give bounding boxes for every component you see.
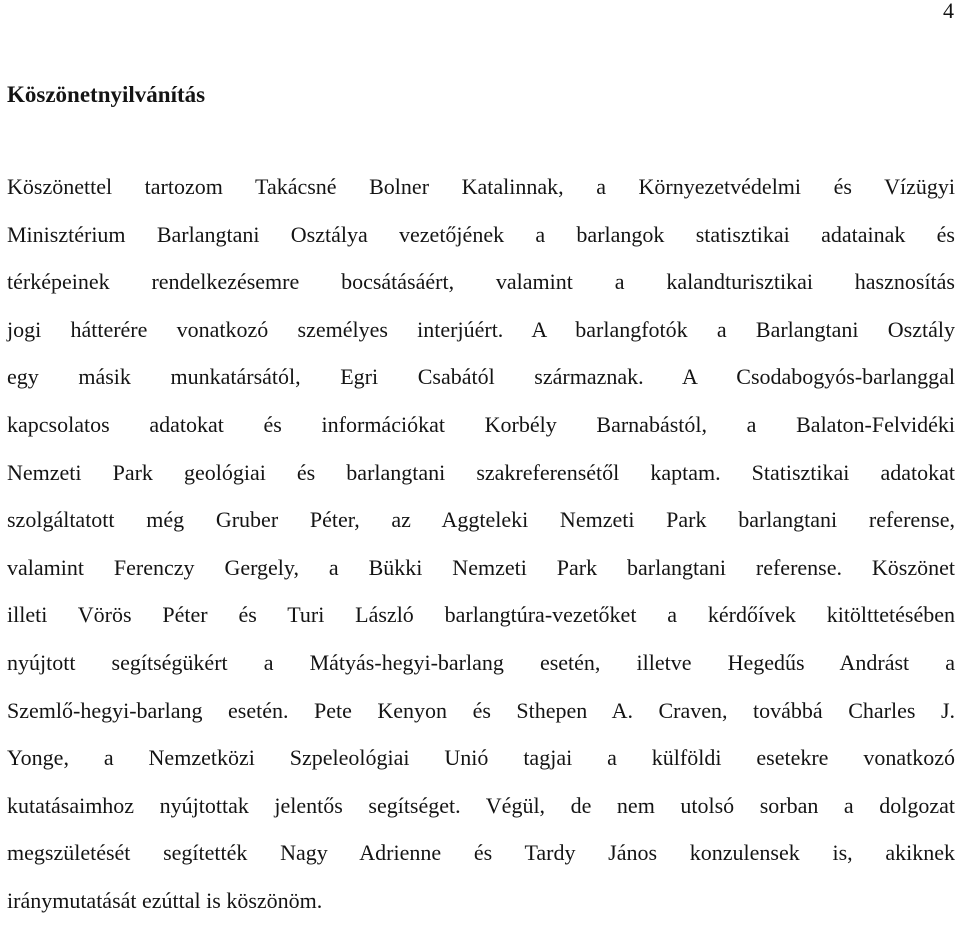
paragraph-line: valamint Ferenczy Gergely, a Bükki Nemzeti Park barlangtani referense. Köszönet <box>7 554 955 580</box>
paragraph-line: Yonge, a Nemzetközi Szpeleológiai Unió tagjai a külföldi esetekre vonatkozó <box>7 745 955 771</box>
paragraph-line: Köszönettel tartozom Takácsné Bolner Katalinnak, a Környezetvédelmi és Vízügyi <box>7 174 955 199</box>
paragraph-line: kapcsolatos adatokat és információkat Korbély Barnabástól, a Balaton-Felvidéki <box>7 411 955 437</box>
paragraph-line: nyújtott segítségükért a Mátyás-hegyi-barlang esetén, illetve Hegedűs Andrást a <box>7 649 955 675</box>
paragraph-line: iránymutatását ezúttal is köszönöm. <box>7 887 323 913</box>
paragraph-line: kutatásaimhoz nyújtottak jelentős segítséget. Végül, de nem utolsó sorban a dolgozat <box>7 792 955 818</box>
paragraph-line: térképeinek rendelkezésemre bocsátásáért, valamint a kalandturisztikai hasznosítás <box>7 269 955 295</box>
paragraph-line: Minisztérium Barlangtani Osztálya vezetőjének a barlangok statisztikai adatainak és <box>7 221 955 247</box>
paragraph-line: szolgáltatott még Gruber Péter, az Aggteleki Nemzeti Park barlangtani referense, <box>7 507 955 533</box>
paragraph-line: Nemzeti Park geológiai és barlangtani szakreferensétől kaptam. Statisztikai adatokat <box>7 459 955 485</box>
paragraph-line: jogi hátterére vonatkozó személyes interjúért. A barlangfotók a Barlangtani Osztály <box>7 316 955 342</box>
paragraph-line: egy másik munkatársától, Egri Csabától származnak. A Csodabogyós-barlanggal <box>7 364 955 390</box>
acknowledgements-paragraph <box>7 163 955 925</box>
paragraph-line: Szemlő-hegyi-barlang esetén. Pete Kenyon és Sthepen A. Craven, továbbá Charles J. <box>7 697 955 723</box>
paragraph-line: megszületését segítették Nagy Adrienne és Tardy János konzulensek is, akiknek <box>7 840 955 866</box>
paragraph-line: illeti Vörös Péter és Turi László barlangtúra-vezetőket a kérdőívek kitölttetésében <box>7 602 955 628</box>
section-heading: Köszönetnyilvánítás <box>7 82 206 107</box>
page-number: 4 <box>943 0 954 23</box>
